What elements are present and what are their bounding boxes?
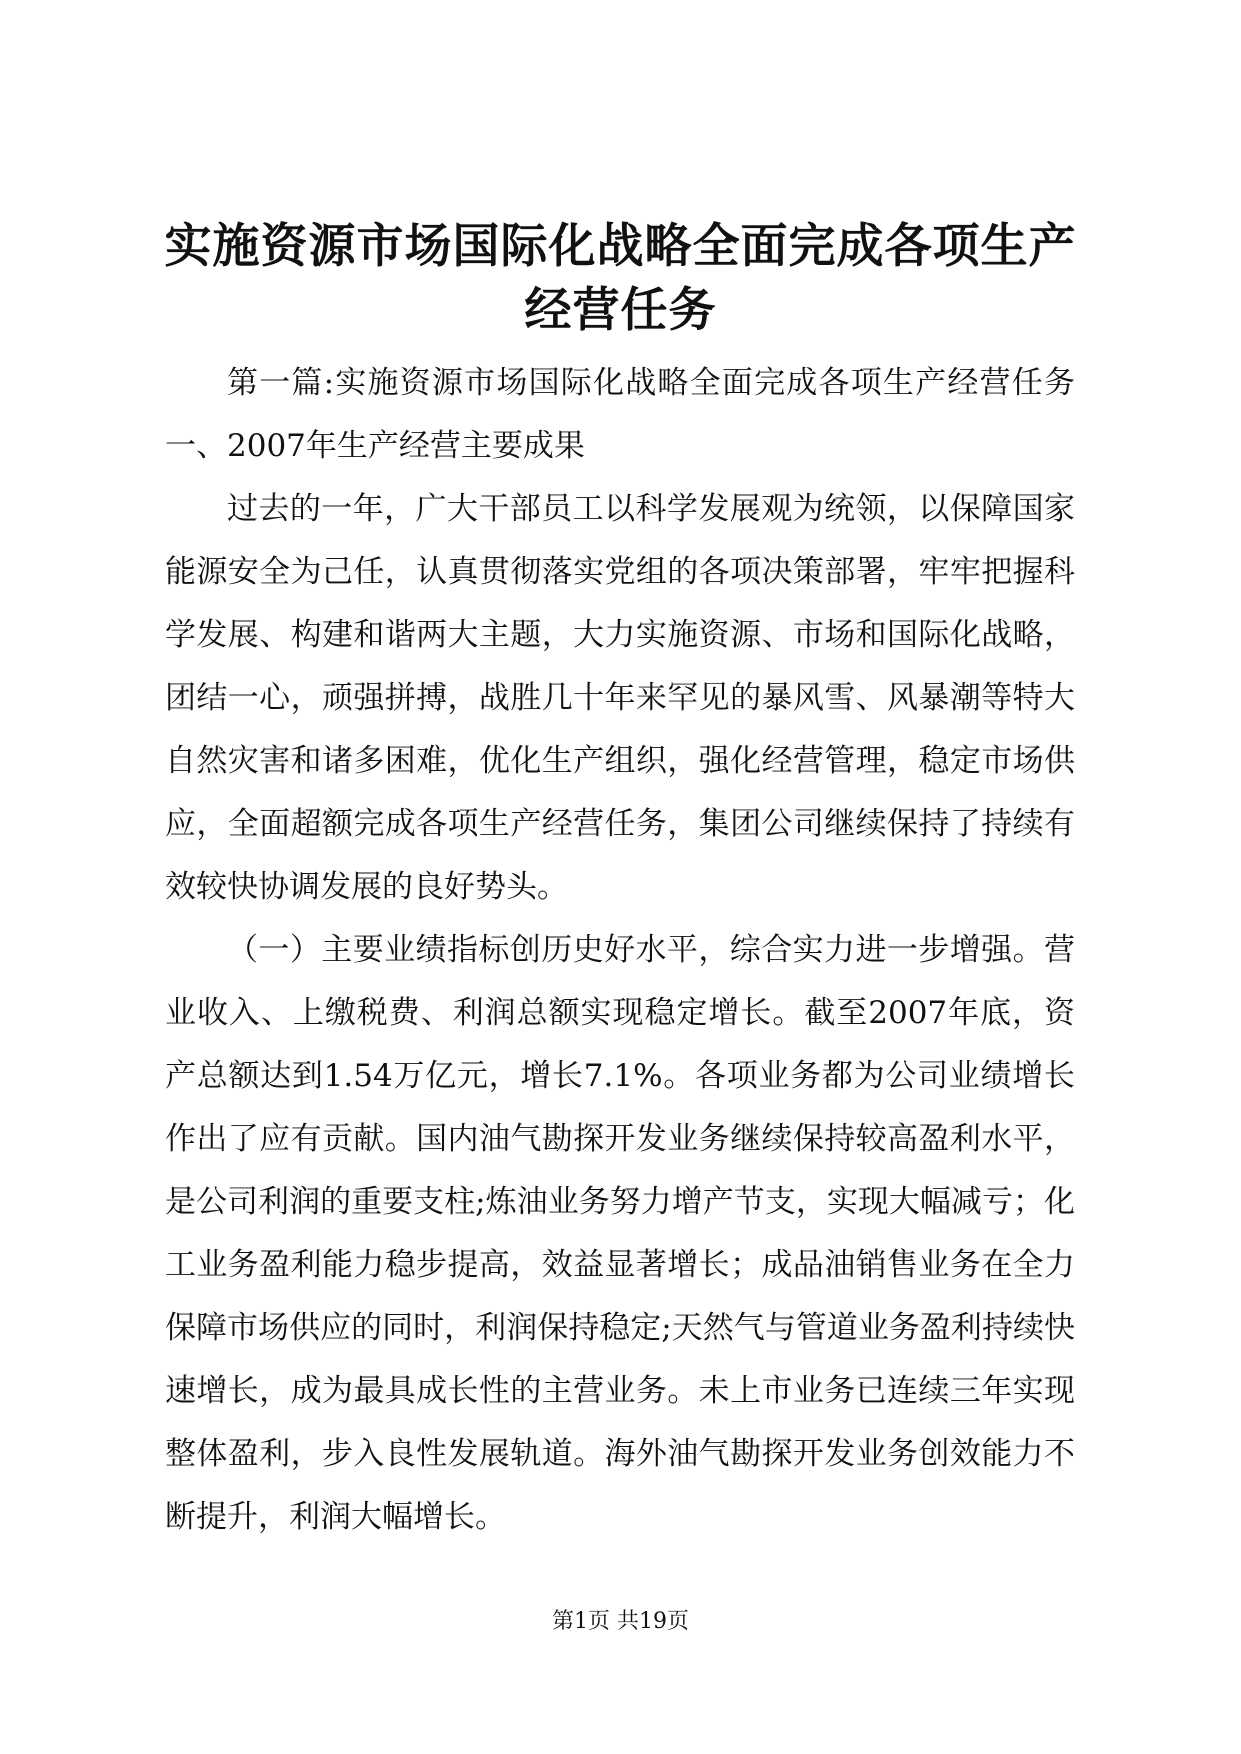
- document-title: 实施资源市场国际化战略全面完成各项生产经营任务: [164, 219, 1077, 338]
- page-footer: 第1页 共19页: [552, 1609, 689, 1634]
- paragraph-3: （一）主要业绩指标创历史好水平，综合实力进一步增强。营业收入、上缴税费、利润总额实现稳定增长。截至2007年底，资产总额达到1.54万亿元，增长7.1%。各项业务都为公司业绩增长作出了应有贡献。国内油气勘探开发业务继续保持较高盈利水平，是公司利润的重要支柱;炼油业务努力增产节支，实现大幅减亏；化工业务盈利能力稳步提高，效益显著增长；成品油销售业务在全力保障市场供应的同时，利润保持稳定;天然气与管道业务盈利持续快速增长，成为最具成长性的主营业务。未上市业务已连续三年实现整体盈利，步入良性发展轨道。海外油气勘探开发业务创效能力不断提升，利润大幅增长。: [165, 932, 1075, 1535]
- paragraph-1: 第一篇:实施资源市场国际化战略全面完成各项生产经营任务一、2007年生产经营主要成果: [165, 365, 1075, 464]
- paragraph-2: 过去的一年，广大干部员工以科学发展观为统领，以保障国家能源安全为己任，认真贯彻落实党组的各项决策部署，牢牢把握科学发展、构建和谐两大主题，大力实施资源、市场和国际化战略，团结一心，顽强拼搏，战胜几十年来罕见的暴风雪、风暴潮等特大自然灾害和诸多困难，优化生产组织，强化经营管理，稳定市场供应，全面超额完成各项生产经营任务，集团公司继续保持了持续有效较快协调发展的良好势头。: [165, 491, 1075, 905]
- document-body: [165, 352, 1075, 1549]
